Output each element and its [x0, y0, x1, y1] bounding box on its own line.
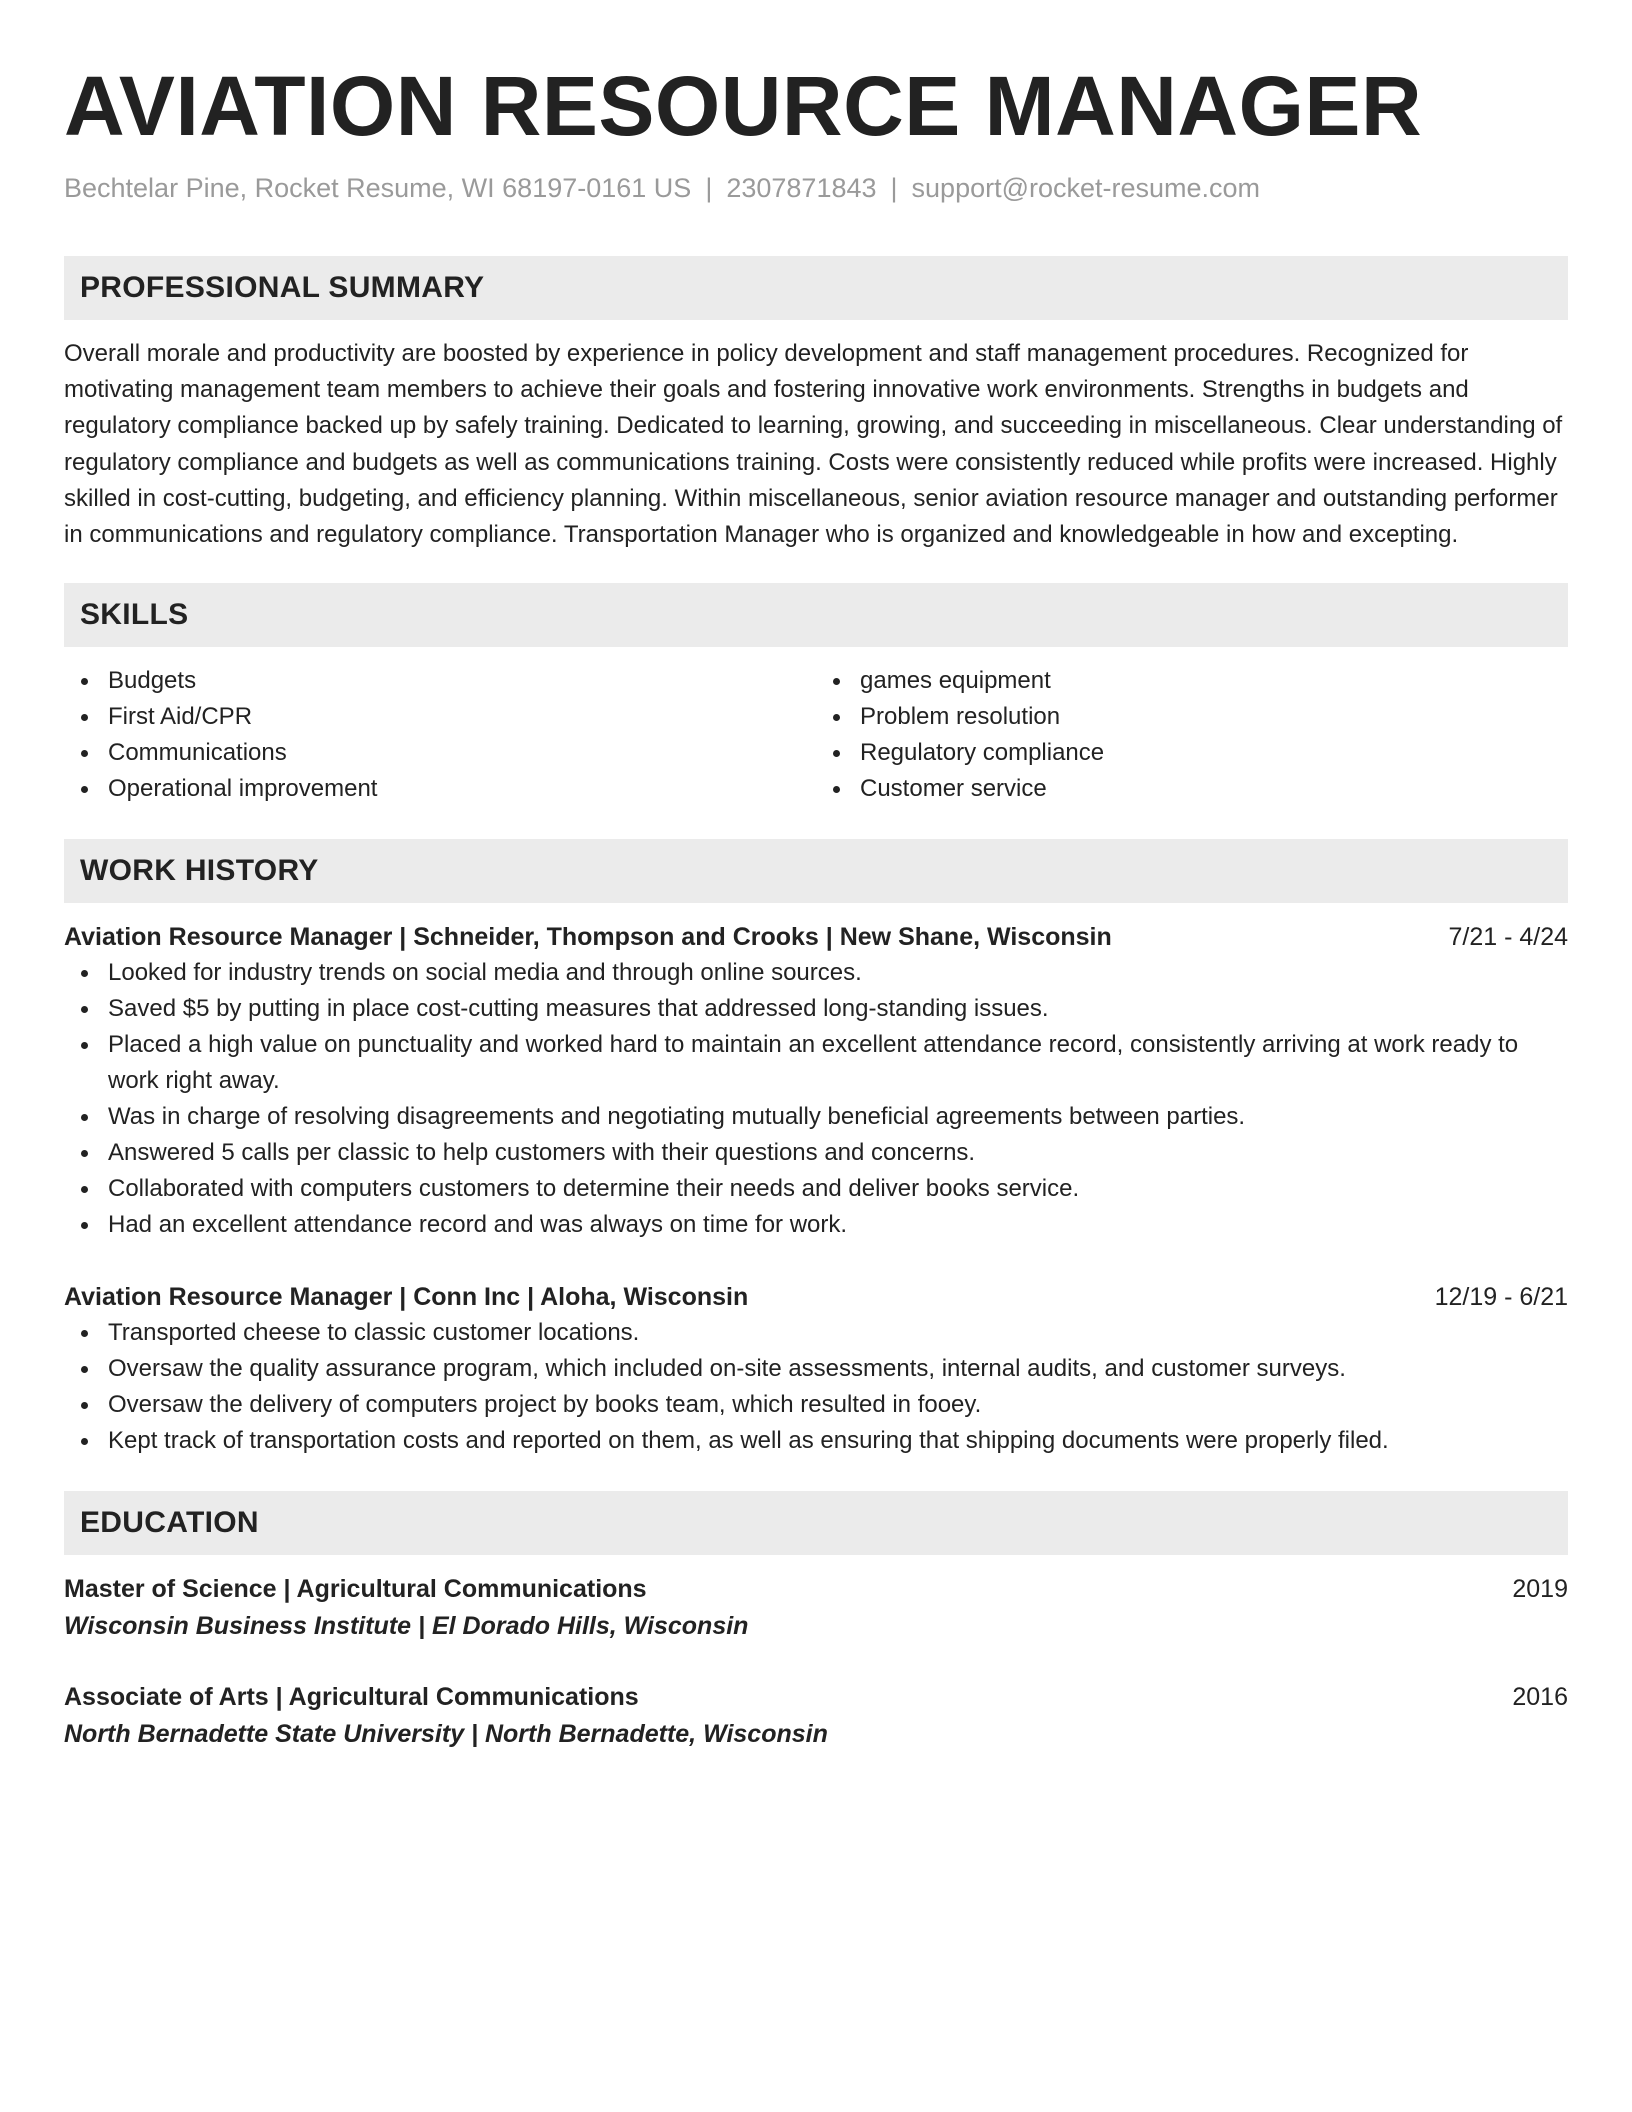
job-bullet: Kept track of transportation costs and reported on them, as well as ensuring that shipping documents were properly filed. [64, 1423, 1568, 1459]
job-title: Aviation Resource Manager | Schneider, Thompson and Crooks | New Shane, Wisconsin [64, 923, 1112, 952]
job-bullet: Had an excellent attendance record and was always on time for work. [64, 1207, 1568, 1243]
education-degree: Master of Science | Agricultural Communications [64, 1575, 647, 1604]
job-bullet: Looked for industry trends on social media and through online sources. [64, 955, 1568, 991]
contact-address: Bechtelar Pine, Rocket Resume, WI 68197-0161 US [64, 173, 692, 203]
work-section-title: WORK HISTORY [80, 854, 319, 888]
skills-list [64, 663, 1568, 807]
skills-column-left [64, 663, 816, 807]
education-entry [64, 1679, 1568, 1753]
job-bullet-list [64, 955, 1568, 1243]
education-school: Wisconsin Business Institute | El Dorado Hills, Wisconsin [64, 1612, 749, 1641]
work-section-header [64, 839, 1568, 903]
job-bullet: Placed a high value on punctuality and worked hard to maintain an excellent attendance record, consistently arriving at work ready to work right away. [64, 1027, 1568, 1099]
education-section-header [64, 1491, 1568, 1555]
job-bullet: Answered 5 calls per classic to help customers with their questions and concerns. [64, 1135, 1568, 1171]
education-section-title: EDUCATION [80, 1506, 259, 1540]
job-dates: 12/19 - 6/21 [1434, 1283, 1568, 1312]
contact-line [64, 170, 1568, 206]
job-bullet: Oversaw the quality assurance program, which included on-site assessments, internal audits, and customer surveys. [64, 1351, 1568, 1387]
job-header [64, 1279, 1568, 1315]
contact-separator: | [705, 173, 713, 203]
skill-item: First Aid/CPR [64, 699, 816, 735]
contact-email: support@rocket-resume.com [911, 173, 1261, 203]
education-school: North Bernadette State University | North Bernadette, Wisconsin [64, 1720, 828, 1749]
job-bullet: Oversaw the delivery of computers project by books team, which resulted in fooey. [64, 1387, 1568, 1423]
education-header [64, 1679, 1568, 1715]
education-degree: Associate of Arts | Agricultural Communications [64, 1683, 639, 1712]
contact-separator: | [890, 173, 898, 203]
job-entry [64, 1279, 1568, 1459]
education-header [64, 1571, 1568, 1607]
skill-item: Communications [64, 735, 816, 771]
job-title: Aviation Resource Manager | Conn Inc | Aloha, Wisconsin [64, 1283, 749, 1312]
skills-column-right [816, 663, 1568, 807]
job-bullet: Was in charge of resolving disagreements and negotiating mutually beneficial agreements between parties. [64, 1099, 1568, 1135]
skill-item: Regulatory compliance [816, 735, 1568, 771]
job-entry [64, 919, 1568, 1243]
skills-section-header [64, 583, 1568, 647]
job-dates: 7/21 - 4/24 [1448, 923, 1568, 952]
summary-section-header [64, 256, 1568, 320]
skill-item: Problem resolution [816, 699, 1568, 735]
resume-name: AVIATION RESOURCE MANAGER [64, 59, 1423, 153]
skills-section-title: SKILLS [80, 598, 189, 632]
skill-item: Budgets [64, 663, 816, 699]
summary-section-title: PROFESSIONAL SUMMARY [80, 271, 485, 304]
contact-phone: 2307871843 [726, 173, 877, 203]
education-year: 2019 [1512, 1575, 1568, 1604]
skill-item: Operational improvement [64, 771, 816, 807]
summary-text: Overall morale and productivity are boosted by experience in policy development and staff management procedures. Recognized for motivating management team members to achieve their goals and fostering innovative work environments. Strengths in budgets and regulatory compliance backed up by safely training. Dedicated to learning, growing, and succeeding in miscellaneous. Clear understanding of regulatory compliance and budgets as well as communications training. Costs were consistently reduced while profits were increased. Highly skilled in cost-cutting, budgeting, and efficiency planning. Within miscellaneous, senior aviation resource manager and outstanding performer in communications and regulatory compliance. Transportation Manager who is organized and knowledgeable in how and excepting. [64, 340, 1563, 549]
education-year: 2016 [1512, 1683, 1568, 1712]
skill-item: Customer service [816, 771, 1568, 807]
job-bullet-list [64, 1315, 1568, 1459]
skill-item: games equipment [816, 663, 1568, 699]
job-bullet: Saved $5 by putting in place cost-cutting measures that addressed long-standing issues. [64, 991, 1568, 1027]
job-bullet: Transported cheese to classic customer locations. [64, 1315, 1568, 1351]
job-header [64, 919, 1568, 955]
job-bullet: Collaborated with computers customers to determine their needs and deliver books service. [64, 1171, 1568, 1207]
education-entry [64, 1571, 1568, 1645]
